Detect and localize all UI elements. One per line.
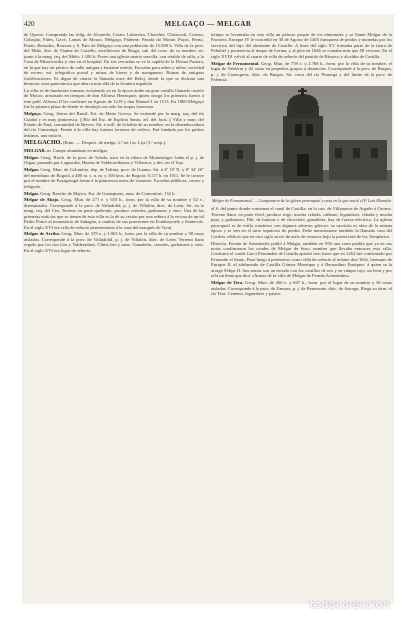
entry [24, 191, 204, 196]
right-column [211, 32, 392, 298]
headword: Melgar. [24, 167, 40, 173]
headword: Melgar de Fernamental. [211, 60, 260, 66]
headword: Melgar. [24, 190, 40, 196]
photo-caption: Melgar de Fernamental. — Campanario de la iglesia parroquial y casa en la que nació el P. Luis Manuela [211, 198, 392, 204]
photo-illustration [211, 86, 392, 196]
headword: Melgaço. [24, 111, 42, 117]
paragraph: tiempo se levantaba en esta villa un palacio propio de los almirantes y se llamó Melgar de la Frontera. Enrique IV le concedió en 30 de Agosto de 1465 franqueza de peidos y monedas por los servicios del hijo del almirante de Castilla. A fines del siglo XV formaba parte de la tierra de Peñafiel y pertenecía al duque de Lerma, y al plea en 1646 se contaba más que 58 vecinos. En el siglo XVIII volvió al cuarto de villa de señorío del partido de Rioseco y alcaldía de Castilla. [211, 32, 392, 59]
entry-text: Geog. Mun. de 266 e. y 647 h., form. por el lugar de su nombre y 36 casas aisladas. Corresponde á la prov. de Zamora, p. j. de Benavente, dióc. de Astorga. Riega su térm. el río Tera. Centeno, legumbres y pastos. [211, 280, 392, 297]
entry-text: Geog. Riach. de la prov. de Toledo, nace en la ribera de Montealegre, baña el p. j. de Orgaz, pasando por Laguardia, Huerta de Valdecarábanos y Villaseca, y des. en el Tajo. [24, 155, 204, 166]
entry [24, 197, 204, 230]
paragraph: La villa es de fundación romana, existiendo ya en la época árabe un gran castillo llamado castelo de Mouro, arruinado en tiempos de don Alfonso Henriquez, quien otorgó los primeros fueros á este pobl. Alfonso II les confirmó en Agosto de 1219 y don Manuel I en 1513. En 1808 Melgaço fue la primera plaza de donde se desalojó con sólo las tropas francesas. [24, 87, 204, 110]
dictionary-page [22, 14, 394, 604]
entry [211, 280, 392, 296]
headword: Melgar. [24, 155, 40, 161]
paragraph: de Oporto. Comprende las felig. de Alvaredo, Castro Laboreiro, Chaviães, Christoval, Cousso, Cubação, Fiães, Gave, Lamas de Mouro, Melgaço, Paderne, Parada do Monte, Paços, Penso, Prado, Remoães, Roussas y S. Paio de Melgaço con una población de 15.000 h. Villa de la prov. del Miño, dist. de Vianna do Castello, arcidiócesis de Braga, cab. del conc. de su nombre, sit. junto á la marg. izq. del Miño; 1.100 h. Posee una iglesia matriz sencilla, con retablo de talla, y la Casa de Misericordia y otra en el hospital. En sus cercanías se ve la capilla de la Divina Pastora, en la que hay un pórtico de valle antigua y bastante mérito. Escuelas para niños y niñas, sociedad de recreo, est. telegráfica postal y minas de hierro y de manganeso. Ruinas de antiguas fortificaciones. Es digna de citarse la llamada torre del Reloj, desde la que se disfruta una hermosa vista panorámica que abarca más allá de la frontera española. [24, 32, 204, 87]
paragraph: Historia. Fernán de Armentales pobló á Melgar, también en 950 una carta puebla que ya en sus notas confirmaron los condes de Melgar de Suso, nombre que llevaba entonces esta villa. Confirmó el conde Garci Fernández de Castilla aprobó otro fuero que en 1262 fué confirmado por Fernando el Santo. Pasó luego á pertenecer como villa de señorío al infante don Tello, hermano de Enrique II, al adelantado de Castilla Gómez Manrique y á Bernardino Enríquez, á quien se la otorgó Felipe II. Sus armas son un escudo con los castillos de oro y en campo rojo, un león y por orla un lema que dice «Armas de la villa de Melgar de Fernán Armentales». [211, 240, 392, 279]
entry-text: Geog. Mun. de Colombia, dep. de Tolima, prov. de Guamo. Sit. á 4º 10' N. y 0º 34' 20" del meridiano de Bogotá, á 400 m. s. n. m. y 100 kms. de Bogotá; 8.117 h. en 1911. Se le conoce por el nombre de Fusagasugá frente á la pintoresca mesa de Limones. Escuelas públicas, correo y telégrafo. [24, 167, 204, 189]
entry [211, 61, 392, 83]
headword: Melgar de Abajo. [24, 197, 60, 203]
entry [24, 231, 204, 253]
entry-text: Geog. Mun. de 759 e. y 2.768 h., form. por la villa de su nombre, el lugar de Valtierra y 42 casas en pequeños grupos á distancias. Corresponde á la prov. de Burgos, p. j. de Castrogeriz, dióc. de Burgos. Sit. cerca del río Pisuerga y del límite de la prov. de Palencia. [211, 60, 392, 83]
church-tower-photo [211, 86, 392, 196]
entry-text: Geog. Mun. de 378 e. y 1.063 h., form. por la villa de su nombre y 38 casas aisladas. Corresponde á la prov. de Valladolid, p. j. de Villalón, dióc. de León. Terreno llano regado por los ríos Cea y Valderaduey. Clima frío y sano. Ganadería, cereales, garbanzos y vino. En el siglo XVI era lugar de señorío. [24, 231, 204, 253]
headword-large: MELGACHO. [24, 139, 62, 146]
entry-text: Geog. Rancho de Majico, Est. de Guanajuato, mun. de Comonfort; 132 h. [40, 190, 176, 196]
entry [24, 148, 204, 153]
page-header [22, 20, 394, 30]
entry-text: (Etim. — Despect. de melga, 2.ª art.) m. Lija (1.ª acep.). [63, 139, 167, 145]
headword: Melgar de Arriba. [24, 231, 60, 237]
entry [24, 155, 204, 166]
entry [24, 140, 204, 147]
entry-text: Geog. Sierra del Brasil, Est. de Matto Grosso. Se extiende por la marg. izq. del río Cuiabá y es muy pintoresca. || Río del Est. de Espírito Santo, afl. del Jucú. || Villa y mun. del Estado de Pará, comunidad de Breves. Sit. á orill. de la bahía de su nombre, en la desembocadura del río Camaraipy. Frente á la villa hay buenos terrenos de cultivo. Fué fundada por los padres teatinos, una misión. [24, 111, 204, 138]
page-number: 420 [24, 20, 35, 28]
entry-text: Geog. Mun. de 271 e. y 653 h., form. por la villa de su nombre y 52 e., diseminados. Corresponde á la prov. de Valladolid, p. j. de Villalón, dióc. de León. Sit. en la marg. izq. del Cea. Terreno en parte quebrado, produce cereales, garbanzos y vino. Una de las primeras noticias que se tienen de esta villa es la de su cesión por una señora á la vecina de un tal Pedro Ponce al monasterio de Sahagún, á cambio de sus posesiones en Fontihoyuelo y Santervás. En el siglo XVI era villa de señorío perteneciente á la casa del marqués de Toral. [24, 197, 204, 230]
left-column [24, 32, 204, 255]
entry [24, 167, 204, 189]
headword: Melgar de Tera. [211, 280, 244, 286]
watermark: todocoleccion [309, 598, 390, 611]
paragraph: al S. del punto donde comienza el canal de Castilla, en la carr. de Villanueva de Argaño á Osorno. Terreno llano, en parte fértil, produce trigo, mucha cebada, cáñamo, legumbres, cebada y mucha paja, y garbanzos. Fáb. de harinas y de chocolate, ganadería, hay de fuerza eléctrica. La iglesia parroquial es de estilo románico con algunos adornos góticos; su sacristía es obra de la misma época y se ven en el atrio sepulcros de piedra. Debe mencionarse también la llamada casa del Cordón, edificio que en otro siglo sirvió de asilo de romeros bajo la protección de los Templarios. [211, 206, 392, 239]
headword: MELGAR. [24, 148, 46, 154]
running-title: MELGAÇO — MELGAR [164, 20, 252, 28]
entry-text: m. Campo abundante en mielgas. [46, 148, 109, 154]
entry [24, 111, 204, 138]
